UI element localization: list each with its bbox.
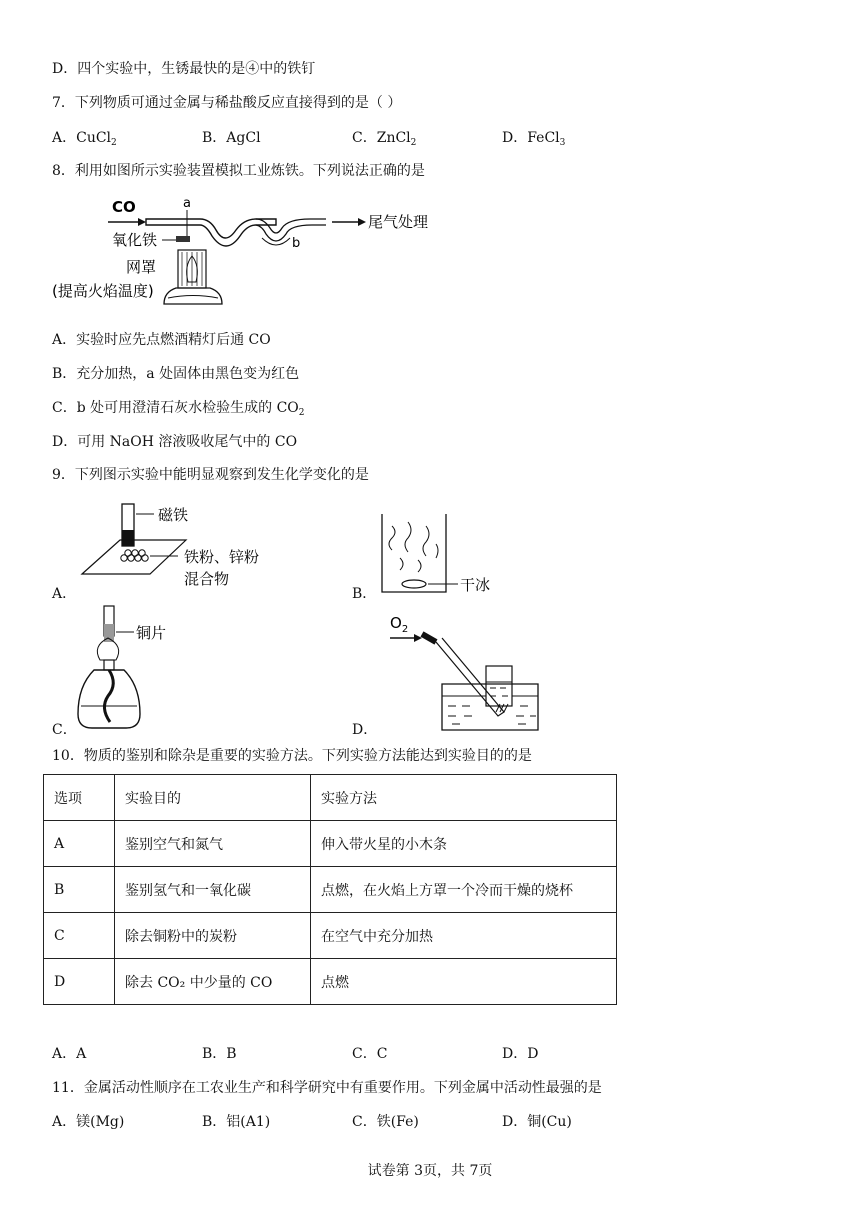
q11-stem: 11．金属活动性顺序在工农业生产和科学研究中有重要作用。下列金属中活动性最强的是 <box>52 1080 602 1096</box>
q9-label-b: B． <box>352 586 377 602</box>
q9-figure-d <box>386 612 546 736</box>
table-header-row <box>44 775 617 821</box>
q7-stem: 7．下列物质可通过金属与稀盐酸反应直接得到的是（ ） <box>52 95 402 111</box>
table-cell: 点燃 <box>311 959 617 1005</box>
q8-a-label: a <box>183 196 191 211</box>
q8-iron-oxide-sample <box>176 236 190 242</box>
q8-raise-temp-label: (提高火焰温度) <box>52 282 154 300</box>
table-cell: 鉴别氢气和一氧化碳 <box>115 867 311 913</box>
q8-bend-tube <box>256 219 326 241</box>
q9a-powder-pile <box>121 550 148 561</box>
q9d-trough-water <box>442 696 538 724</box>
q8-co-label: CO <box>112 198 136 216</box>
q9a-powder-label-2: 混合物 <box>184 570 230 588</box>
q10-table <box>43 774 617 1005</box>
q8-glass-tube <box>146 219 276 246</box>
q11-option-a: A．镁(Mg) <box>52 1114 125 1130</box>
q9d-o2-label: $O_2$ <box>390 614 409 635</box>
q7-option-b: B．AgCl <box>202 130 261 146</box>
q7-option-a: A．CuCl$_2$ <box>52 130 117 148</box>
q10-stem: 10．物质的鉴别和除杂是重要的实验方法。下列实验方法能达到实验目的的是 <box>52 748 532 764</box>
q9-figure-c <box>78 604 208 736</box>
q11-option-b: B．铝(A1) <box>202 1114 271 1130</box>
q9-label-d: D． <box>352 722 378 738</box>
q9c-copper-label: 铜片 <box>136 624 167 642</box>
q9c-wick <box>104 670 113 722</box>
table-cell: 除去铜粉中的炭粉 <box>115 913 311 959</box>
q8-option-d: D．可用 NaOH 溶液吸收尾气中的 CO <box>52 434 298 450</box>
q8-net-cover-hatch <box>182 252 202 286</box>
q10-option-c: C．C <box>352 1046 388 1062</box>
q9a-powder-label-1: 铁粉、锌粉 <box>184 548 260 566</box>
q9d-glass-pipe <box>436 638 504 716</box>
q9d-rubber-tube <box>422 634 436 642</box>
table-cell: 在空气中充分加热 <box>311 913 617 959</box>
q9-label-a: A． <box>52 586 77 602</box>
q8-apparatus-figure <box>50 192 429 316</box>
q8-iron-oxide-label: 氧化铁 <box>112 231 158 249</box>
q10-option-a: A．A <box>52 1046 87 1062</box>
table-header-method: 实验方法 <box>311 775 617 821</box>
q7-option-c: C．ZnCl$_2$ <box>352 130 417 148</box>
q10-option-d: D．D <box>502 1046 539 1062</box>
table-cell: B <box>44 867 115 913</box>
q8-tail-gas-label: 尾气处理 <box>368 213 429 231</box>
table-row <box>44 959 617 1005</box>
q9b-vapor <box>389 522 438 572</box>
q8-option-c: C．b 处可用澄清石灰水检验生成的 $CO_2$ <box>52 400 305 418</box>
q9-figure-b <box>376 512 516 598</box>
q11-option-d: D．铜(Cu) <box>502 1114 572 1130</box>
table-row <box>44 867 617 913</box>
q9-stem: 9．下列图示实验中能明显观察到发生化学变化的是 <box>52 467 369 483</box>
q9c-wick-holder <box>104 660 114 670</box>
q8-lamp-liquid <box>168 296 218 299</box>
table-cell: D <box>44 959 115 1005</box>
q9a-magnet-tip <box>122 530 134 546</box>
q8-option-a: A．实验时应先点燃酒精灯后通 CO <box>52 332 271 348</box>
q8-inlet-arrowhead <box>138 218 146 226</box>
page-footer: 试卷第 3页，共 7页 <box>367 1163 493 1179</box>
q9d-o2-arrowhead <box>414 634 422 642</box>
q6-option-d: D．四个实验中，生锈最快的是④中的铁钉 <box>52 61 316 77</box>
q8-stem: 8．利用如图所示实验装置模拟工业炼铁。下列说法正确的是 <box>52 163 425 179</box>
q9-label-c: C． <box>52 722 77 738</box>
q9a-magnet-label: 磁铁 <box>158 506 189 524</box>
table-cell: 鉴别空气和氮气 <box>115 821 311 867</box>
q8-option-b: B．充分加热，a 处固体由黑色变为红色 <box>52 366 300 382</box>
table-cell: 点燃，在火焰上方罩一个冷而干燥的烧杯 <box>311 867 617 913</box>
q9b-dry-ice-label: 干冰 <box>460 576 491 594</box>
q9b-dry-ice <box>402 580 426 588</box>
q8-b-label: b <box>292 236 301 251</box>
table-cell: 除去 CO₂ 中少量的 CO <box>115 959 311 1005</box>
table-cell: 伸入带火星的小木条 <box>311 821 617 867</box>
table-cell: C <box>44 913 115 959</box>
table-cell: A <box>44 821 115 867</box>
table-row <box>44 913 617 959</box>
q9d-small-beaker <box>486 666 512 706</box>
table-header-option: 选项 <box>44 775 115 821</box>
q8-net-cover-label: 网罩 <box>126 258 157 276</box>
table-header-purpose: 实验目的 <box>115 775 311 821</box>
q8-outlet-arrowhead <box>358 218 366 226</box>
q11-option-c: C．铁(Fe) <box>352 1114 419 1130</box>
q7-option-d: D．FeCl$_3$ <box>502 130 566 148</box>
table-row <box>44 821 617 867</box>
q9-figure-a <box>80 500 300 592</box>
q10-option-b: B．B <box>202 1046 237 1062</box>
